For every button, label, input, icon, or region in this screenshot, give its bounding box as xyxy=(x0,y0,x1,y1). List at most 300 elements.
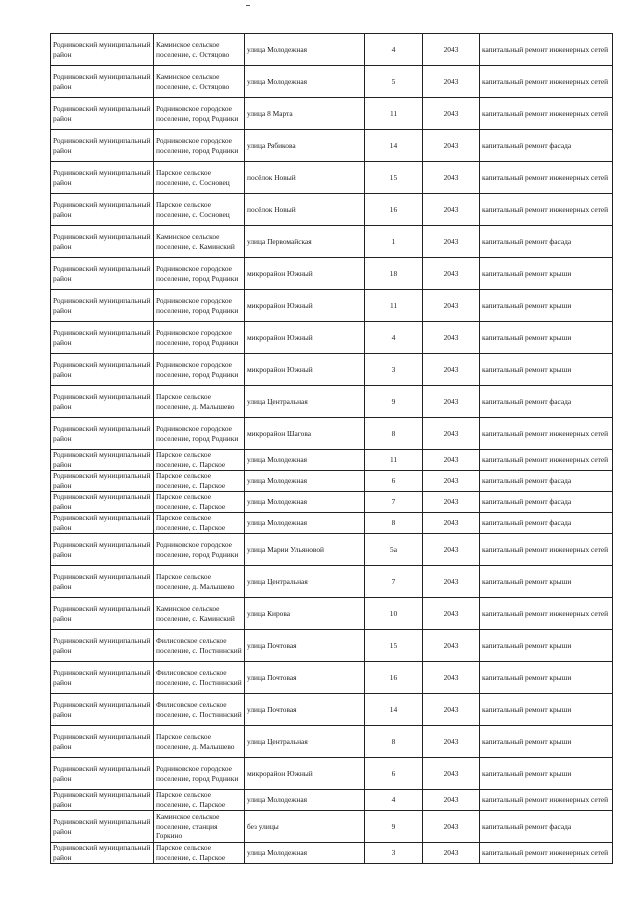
year-cell-text: 2043 xyxy=(443,476,459,486)
street-cell xyxy=(245,662,365,694)
work-type-cell xyxy=(480,386,613,418)
year-cell xyxy=(423,162,480,194)
street-cell xyxy=(245,598,365,630)
house-number-cell xyxy=(365,66,423,98)
district-cell-text: Родниковский муниципальный район xyxy=(53,263,151,283)
house-number-cell xyxy=(365,418,423,450)
year-cell xyxy=(423,534,480,566)
street-cell xyxy=(245,290,365,322)
house-number-cell xyxy=(365,598,423,630)
district-cell-text: Родниковский муниципальный район xyxy=(53,513,151,532)
work-type-cell-text: капитальный ремонт инженерных сетей xyxy=(482,44,609,54)
street-cell-text: без улицы xyxy=(247,821,279,831)
settlement-cell xyxy=(154,322,245,354)
house-number-cell xyxy=(365,194,423,226)
house-number-cell-text: 16 xyxy=(389,672,398,682)
table-row xyxy=(51,226,613,258)
work-type-cell-text: капитальный ремонт крыши xyxy=(482,640,572,650)
work-type-cell xyxy=(480,566,613,598)
house-number-cell-text: 11 xyxy=(389,455,398,465)
year-cell-text: 2043 xyxy=(443,140,459,150)
district-cell xyxy=(51,513,154,534)
district-cell-text: Родниковский муниципальный район xyxy=(53,731,151,751)
district-cell xyxy=(51,662,154,694)
work-type-cell xyxy=(480,194,613,226)
settlement-cell xyxy=(154,162,245,194)
table-row xyxy=(51,354,613,386)
table-body xyxy=(51,34,613,864)
year-cell xyxy=(423,226,480,258)
district-cell-text: Родниковский муниципальный район xyxy=(53,699,151,719)
street-cell-text: микрорайон Южный xyxy=(247,364,313,374)
settlement-cell-text: Парское сельское поселение, с. Парское xyxy=(156,843,226,862)
year-cell-text: 2043 xyxy=(443,608,459,618)
district-cell-text: Родниковский муниципальный район xyxy=(53,763,151,783)
year-cell-text: 2043 xyxy=(443,455,459,465)
street-cell-text: улица Молодежная xyxy=(247,476,308,486)
house-number-cell xyxy=(365,513,423,534)
work-type-cell xyxy=(480,354,613,386)
work-type-cell xyxy=(480,258,613,290)
settlement-cell-text: Каминское сельское поселение, станция Горкино xyxy=(156,812,220,841)
street-cell-text: улица Первомайская xyxy=(247,236,312,246)
work-type-cell xyxy=(480,513,613,534)
house-number-cell xyxy=(365,566,423,598)
district-cell xyxy=(51,492,154,513)
house-number-cell xyxy=(365,162,423,194)
table-row xyxy=(51,811,613,843)
work-type-cell xyxy=(480,598,613,630)
district-cell xyxy=(51,790,154,811)
street-cell xyxy=(245,566,365,598)
table-row xyxy=(51,258,613,290)
settlement-cell xyxy=(154,258,245,290)
street-cell xyxy=(245,226,365,258)
year-cell xyxy=(423,662,480,694)
year-cell xyxy=(423,758,480,790)
work-type-cell xyxy=(480,662,613,694)
district-cell xyxy=(51,566,154,598)
work-type-cell xyxy=(480,471,613,492)
work-type-cell-text: капитальный ремонт крыши xyxy=(482,300,572,310)
street-cell-text: микрорайон Шагова xyxy=(247,428,311,438)
district-cell xyxy=(51,694,154,726)
table-row xyxy=(51,758,613,790)
house-number-cell-text: 15 xyxy=(389,172,398,182)
table-row xyxy=(51,66,613,98)
year-cell xyxy=(423,598,480,630)
year-cell-text: 2043 xyxy=(443,300,459,310)
work-type-cell xyxy=(480,290,613,322)
year-cell-text: 2043 xyxy=(443,672,459,682)
settlement-cell-text: Филисовское сельское поселение, с. Постнинский xyxy=(156,635,242,655)
year-cell xyxy=(423,726,480,758)
street-cell-text: улица Молодежная xyxy=(247,518,308,528)
year-cell-text: 2043 xyxy=(443,848,459,858)
settlement-cell xyxy=(154,492,245,513)
house-number-cell-text: 8 xyxy=(391,736,396,746)
settlement-cell-text: Родниковское городское поселение, город Родники xyxy=(156,263,239,283)
street-cell xyxy=(245,66,365,98)
house-number-cell xyxy=(365,811,423,843)
work-type-cell xyxy=(480,843,613,864)
house-number-cell-text: 4 xyxy=(391,795,396,805)
work-type-cell-text: капитальный ремонт фасада xyxy=(482,821,572,831)
house-number-cell-text: 9 xyxy=(391,821,396,831)
street-cell-text: улица Центральная xyxy=(247,736,308,746)
district-cell-text: Родниковский муниципальный район xyxy=(53,295,151,315)
table-row xyxy=(51,418,613,450)
house-number-cell-text: 7 xyxy=(391,576,396,586)
settlement-cell-text: Парское сельское поселение, с. Сосновец xyxy=(156,199,230,219)
settlement-cell-text: Родниковское городское поселение, город Родники xyxy=(156,539,239,559)
work-type-cell-text: капитальный ремонт фасада xyxy=(482,476,572,486)
settlement-cell-text: Парское сельское поселение, д. Малышево xyxy=(156,571,235,591)
street-cell xyxy=(245,34,365,66)
street-cell xyxy=(245,726,365,758)
street-cell xyxy=(245,843,365,864)
work-type-cell xyxy=(480,790,613,811)
year-cell-text: 2043 xyxy=(443,640,459,650)
settlement-cell-text: Каминское сельское поселение, с. Остяцово xyxy=(156,71,230,91)
year-cell xyxy=(423,566,480,598)
work-type-cell xyxy=(480,34,613,66)
street-cell xyxy=(245,758,365,790)
work-type-cell-text: капитальный ремонт крыши xyxy=(482,332,572,342)
district-cell-text: Родниковский муниципальный район xyxy=(53,327,151,347)
district-cell-text: Родниковский муниципальный район xyxy=(53,391,151,411)
year-cell xyxy=(423,258,480,290)
district-cell xyxy=(51,66,154,98)
house-number-cell xyxy=(365,843,423,864)
house-number-cell-text: 14 xyxy=(389,704,398,714)
house-number-cell-text: 6 xyxy=(391,476,396,486)
house-number-cell xyxy=(365,492,423,513)
street-cell-text: микрорайон Южный xyxy=(247,768,313,778)
work-type-cell-text: капитальный ремонт крыши xyxy=(482,768,572,778)
work-type-cell-text: капитальный ремонт фасада xyxy=(482,140,572,150)
street-cell-text: улица Молодежная xyxy=(247,497,308,507)
table-row xyxy=(51,450,613,471)
work-type-cell-text: капитальный ремонт инженерных сетей xyxy=(482,108,609,118)
settlement-cell xyxy=(154,386,245,418)
street-cell-text: улица Марии Ульяновой xyxy=(247,544,324,554)
settlement-cell-text: Парское сельское поселение, с. Парское xyxy=(156,471,226,490)
district-cell xyxy=(51,194,154,226)
settlement-cell-text: Родниковское городское поселение, город Родники xyxy=(156,763,239,783)
year-cell xyxy=(423,386,480,418)
year-cell xyxy=(423,694,480,726)
district-cell xyxy=(51,386,154,418)
settlement-cell xyxy=(154,290,245,322)
street-cell-text: посёлок Новый xyxy=(247,172,296,182)
work-type-cell-text: капитальный ремонт инженерных сетей xyxy=(482,795,609,805)
house-number-cell xyxy=(365,450,423,471)
district-cell-text: Родниковский муниципальный район xyxy=(53,571,151,591)
settlement-cell-text: Родниковское городское поселение, город Родники xyxy=(156,327,239,347)
year-cell xyxy=(423,492,480,513)
street-cell-text: улица Молодежная xyxy=(247,848,308,858)
street-cell xyxy=(245,418,365,450)
repair-schedule-table xyxy=(50,33,613,864)
table-row xyxy=(51,843,613,864)
work-type-cell xyxy=(480,811,613,843)
house-number-cell xyxy=(365,534,423,566)
street-cell xyxy=(245,322,365,354)
work-type-cell xyxy=(480,630,613,662)
district-cell xyxy=(51,258,154,290)
settlement-cell xyxy=(154,450,245,471)
year-cell-text: 2043 xyxy=(443,576,459,586)
house-number-cell xyxy=(365,34,423,66)
work-type-cell xyxy=(480,694,613,726)
year-cell xyxy=(423,66,480,98)
street-cell xyxy=(245,630,365,662)
table-row xyxy=(51,290,613,322)
street-cell-text: микрорайон Южный xyxy=(247,300,313,310)
house-number-cell-text: 1 xyxy=(391,236,396,246)
district-cell xyxy=(51,758,154,790)
street-cell xyxy=(245,386,365,418)
settlement-cell-text: Родниковское городское поселение, город Родники xyxy=(156,103,239,123)
house-number-cell-text: 11 xyxy=(389,300,398,310)
district-cell xyxy=(51,322,154,354)
year-cell-text: 2043 xyxy=(443,795,459,805)
table-row xyxy=(51,534,613,566)
year-cell xyxy=(423,450,480,471)
district-cell-text: Родниковский муниципальный район xyxy=(53,471,151,490)
work-type-cell-text: капитальный ремонт крыши xyxy=(482,704,572,714)
table-row xyxy=(51,598,613,630)
house-number-cell xyxy=(365,471,423,492)
work-type-cell-text: капитальный ремонт фасада xyxy=(482,396,572,406)
district-cell-text: Родниковский муниципальный район xyxy=(53,135,151,155)
district-cell xyxy=(51,290,154,322)
table-row xyxy=(51,513,613,534)
year-cell xyxy=(423,471,480,492)
work-type-cell-text: капитальный ремонт крыши xyxy=(482,364,572,374)
district-cell xyxy=(51,130,154,162)
district-cell xyxy=(51,98,154,130)
year-cell xyxy=(423,322,480,354)
district-cell xyxy=(51,226,154,258)
district-cell xyxy=(51,811,154,843)
district-cell-text: Родниковский муниципальный район xyxy=(53,199,151,219)
house-number-cell xyxy=(365,290,423,322)
street-cell-text: улица Молодежная xyxy=(247,44,308,54)
district-cell-text: Родниковский муниципальный район xyxy=(53,103,151,123)
settlement-cell xyxy=(154,566,245,598)
street-cell xyxy=(245,513,365,534)
year-cell-text: 2043 xyxy=(443,172,459,182)
work-type-cell xyxy=(480,450,613,471)
settlement-cell-text: Родниковское городское поселение, город Родники xyxy=(156,359,239,379)
house-number-cell-text: 4 xyxy=(391,44,396,54)
settlement-cell-text: Каминское сельское поселение, с. Каминский xyxy=(156,231,235,251)
district-cell-text: Родниковский муниципальный район xyxy=(53,790,151,809)
house-number-cell-text: 7 xyxy=(391,497,396,507)
house-number-cell xyxy=(365,726,423,758)
house-number-cell xyxy=(365,354,423,386)
year-cell xyxy=(423,811,480,843)
work-type-cell xyxy=(480,726,613,758)
work-type-cell xyxy=(480,758,613,790)
district-cell xyxy=(51,598,154,630)
house-number-cell xyxy=(365,98,423,130)
settlement-cell xyxy=(154,598,245,630)
table-row xyxy=(51,662,613,694)
district-cell xyxy=(51,843,154,864)
year-cell-text: 2043 xyxy=(443,332,459,342)
street-cell xyxy=(245,130,365,162)
district-cell xyxy=(51,418,154,450)
work-type-cell-text: капитальный ремонт крыши xyxy=(482,268,572,278)
work-type-cell-text: капитальный ремонт фасада xyxy=(482,497,572,507)
table-row xyxy=(51,694,613,726)
settlement-cell xyxy=(154,471,245,492)
house-number-cell xyxy=(365,758,423,790)
district-cell-text: Родниковский муниципальный район xyxy=(53,843,151,862)
district-cell-text: Родниковский муниципальный район xyxy=(53,635,151,655)
work-type-cell xyxy=(480,418,613,450)
street-cell-text: улица Почтовая xyxy=(247,640,297,650)
house-number-cell-text: 10 xyxy=(389,608,398,618)
settlement-cell-text: Родниковское городское поселение, город Родники xyxy=(156,423,239,443)
house-number-cell-text: 14 xyxy=(389,140,398,150)
year-cell-text: 2043 xyxy=(443,518,459,528)
house-number-cell-text: 18 xyxy=(389,268,398,278)
work-type-cell xyxy=(480,492,613,513)
district-cell-text: Родниковский муниципальный район xyxy=(53,167,151,187)
street-cell-text: микрорайон Южный xyxy=(247,332,313,342)
work-type-cell-text: капитальный ремонт крыши xyxy=(482,672,572,682)
table-row xyxy=(51,98,613,130)
house-number-cell-text: 11 xyxy=(389,108,398,118)
district-cell-text: Родниковский муниципальный район xyxy=(53,816,151,836)
settlement-cell xyxy=(154,66,245,98)
house-number-cell xyxy=(365,226,423,258)
house-number-cell-text: 15 xyxy=(389,640,398,650)
work-type-cell-text: капитальный ремонт инженерных сетей xyxy=(482,172,609,182)
work-type-cell-text: капитальный ремонт инженерных сетей xyxy=(482,76,609,86)
settlement-cell xyxy=(154,662,245,694)
street-cell-text: улица Центральная xyxy=(247,396,308,406)
table-row xyxy=(51,492,613,513)
work-type-cell-text: капитальный ремонт инженерных сетей xyxy=(482,544,609,554)
settlement-cell xyxy=(154,513,245,534)
street-cell xyxy=(245,790,365,811)
year-cell xyxy=(423,630,480,662)
settlement-cell xyxy=(154,226,245,258)
district-cell-text: Родниковский муниципальный район xyxy=(53,359,151,379)
house-number-cell xyxy=(365,386,423,418)
year-cell-text: 2043 xyxy=(443,821,459,831)
table-row xyxy=(51,34,613,66)
house-number-cell-text: 5 xyxy=(391,76,396,86)
work-type-cell-text: капитальный ремонт инженерных сетей xyxy=(482,608,609,618)
table-row xyxy=(51,566,613,598)
settlement-cell xyxy=(154,843,245,864)
district-cell-text: Родниковский муниципальный район xyxy=(53,667,151,687)
settlement-cell-text: Парское сельское поселение, с. Сосновец xyxy=(156,167,230,187)
district-cell-text: Родниковский муниципальный район xyxy=(53,71,151,91)
street-cell xyxy=(245,162,365,194)
settlement-cell-text: Парское сельское поселение, с. Парское xyxy=(156,513,226,532)
year-cell-text: 2043 xyxy=(443,44,459,54)
settlement-cell xyxy=(154,534,245,566)
house-number-cell-text: 6 xyxy=(391,768,396,778)
work-type-cell-text: капитальный ремонт инженерных сетей xyxy=(482,455,609,465)
table-row xyxy=(51,162,613,194)
settlement-cell xyxy=(154,694,245,726)
street-cell-text: микрорайон Южный xyxy=(247,268,313,278)
table-row xyxy=(51,726,613,758)
house-number-cell xyxy=(365,258,423,290)
district-cell xyxy=(51,471,154,492)
street-cell xyxy=(245,694,365,726)
street-cell-text: улица Центральная xyxy=(247,576,308,586)
year-cell-text: 2043 xyxy=(443,364,459,374)
year-cell xyxy=(423,130,480,162)
year-cell-text: 2043 xyxy=(443,704,459,714)
street-cell xyxy=(245,258,365,290)
year-cell xyxy=(423,354,480,386)
work-type-cell xyxy=(480,98,613,130)
house-number-cell xyxy=(365,662,423,694)
work-type-cell-text: капитальный ремонт инженерных сетей xyxy=(482,848,609,858)
settlement-cell-text: Парское сельское поселение, д. Малышево xyxy=(156,391,235,411)
district-cell xyxy=(51,354,154,386)
settlement-cell-text: Парское сельское поселение, с. Парское xyxy=(156,450,226,469)
district-cell xyxy=(51,534,154,566)
work-type-cell xyxy=(480,226,613,258)
work-type-cell xyxy=(480,322,613,354)
year-cell-text: 2043 xyxy=(443,544,459,554)
work-type-cell xyxy=(480,534,613,566)
settlement-cell-text: Парское сельское поселение, с. Парское xyxy=(156,492,226,511)
settlement-cell-text: Парское сельское поселение, с. Парское xyxy=(156,790,226,809)
street-cell xyxy=(245,534,365,566)
settlement-cell-text: Родниковское городское поселение, город Родники xyxy=(156,135,239,155)
settlement-cell xyxy=(154,98,245,130)
house-number-cell xyxy=(365,694,423,726)
settlement-cell-text: Каминское сельское поселение, с. Каминский xyxy=(156,603,235,623)
street-cell-text: улица Почтовая xyxy=(247,704,297,714)
street-cell-text: улица Молодежная xyxy=(247,76,308,86)
street-cell xyxy=(245,471,365,492)
settlement-cell xyxy=(154,811,245,843)
street-cell-text: улица Почтовая xyxy=(247,672,297,682)
street-cell-text: улица Кирова xyxy=(247,608,291,618)
work-type-cell-text: капитальный ремонт фасада xyxy=(482,518,572,528)
work-type-cell xyxy=(480,162,613,194)
year-cell xyxy=(423,790,480,811)
district-cell-text: Родниковский муниципальный район xyxy=(53,492,151,511)
settlement-cell-text: Родниковское городское поселение, город Родники xyxy=(156,295,239,315)
district-cell-text: Родниковский муниципальный район xyxy=(53,539,151,559)
house-number-cell-text: 8 xyxy=(391,518,396,528)
work-type-cell xyxy=(480,66,613,98)
street-cell-text: улица Молодежная xyxy=(247,455,308,465)
settlement-cell xyxy=(154,194,245,226)
district-cell-text: Родниковский муниципальный район xyxy=(53,39,151,59)
year-cell-text: 2043 xyxy=(443,736,459,746)
district-cell-text: Родниковский муниципальный район xyxy=(53,603,151,623)
street-cell-text: улица Рябикова xyxy=(247,140,296,150)
table-row xyxy=(51,471,613,492)
street-cell-text: улица Молодежная xyxy=(247,795,308,805)
district-cell xyxy=(51,726,154,758)
